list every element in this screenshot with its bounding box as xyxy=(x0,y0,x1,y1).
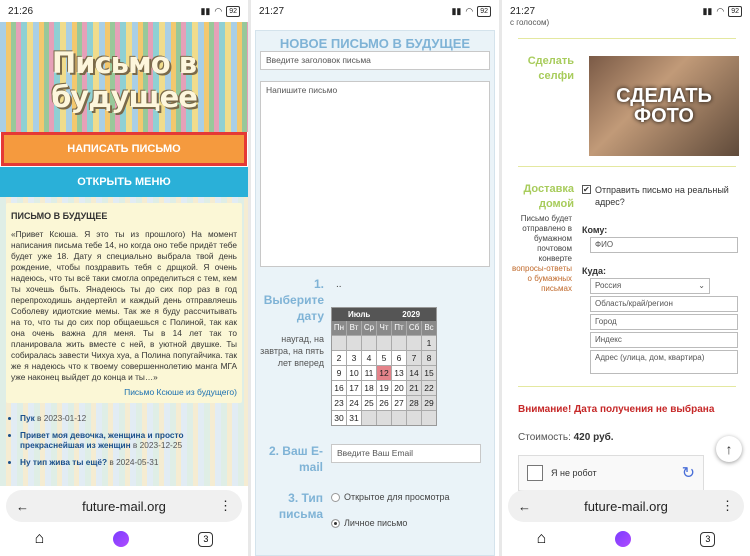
delivery-option[interactable] xyxy=(582,184,732,208)
calendar-day[interactable]: 22 xyxy=(422,381,436,395)
back-arrow-icon[interactable]: ← xyxy=(16,498,29,514)
recent-date: в 2023-12-25 xyxy=(130,440,183,450)
calendar-empty-cell xyxy=(407,336,421,350)
letter-body-textarea[interactable]: Напишите письмо xyxy=(260,81,490,267)
status-icons xyxy=(200,6,240,17)
calendar-grid xyxy=(332,321,436,425)
screen-new-letter xyxy=(251,0,499,556)
screen-home xyxy=(0,0,248,556)
to-label: Кому: xyxy=(582,225,608,235)
status-icons xyxy=(702,6,742,17)
step2-label: 2. Ваш E-mail xyxy=(268,444,323,474)
calendar-empty-cell xyxy=(422,411,436,425)
city-input[interactable]: Город xyxy=(590,314,738,330)
cost-value: 420 руб. xyxy=(573,432,614,443)
calendar-weekday: Ср xyxy=(362,321,376,335)
signal-icon: ▮▮ xyxy=(200,5,211,16)
calendar-day[interactable]: 17 xyxy=(347,381,361,395)
calendar-day[interactable]: 20 xyxy=(392,381,406,395)
url-text[interactable]: future-mail.org xyxy=(82,498,166,514)
calendar-weekday: Сб xyxy=(407,321,421,335)
date-dots: .. xyxy=(336,279,342,290)
country-value: Россия xyxy=(595,281,622,290)
home-icon[interactable]: ⌂ xyxy=(536,530,547,547)
list-item[interactable] xyxy=(20,413,242,424)
calendar-day[interactable]: 18 xyxy=(362,381,376,395)
calendar-day[interactable]: 8 xyxy=(422,351,436,365)
back-arrow-icon[interactable]: ← xyxy=(518,498,531,514)
calendar-day[interactable]: 23 xyxy=(332,396,346,410)
calendar-header xyxy=(332,308,436,321)
recaptcha-icon: ↻ xyxy=(681,465,695,482)
wifi-icon: ◠ xyxy=(716,5,725,16)
url-text[interactable]: future-mail.org xyxy=(584,498,668,514)
wifi-icon: ◠ xyxy=(465,5,474,16)
status-time: 21:27 xyxy=(259,5,285,17)
banner-title: Письмо в будущее xyxy=(51,46,197,114)
status-time: 21:27 xyxy=(510,5,536,17)
battery-icon: 92 xyxy=(226,6,240,17)
screen-delivery xyxy=(502,0,750,556)
calendar-empty-cell xyxy=(392,336,406,350)
calendar-empty-cell xyxy=(332,336,346,350)
calendar-day[interactable]: 26 xyxy=(377,396,391,410)
bottom-nav xyxy=(502,522,750,556)
calendar-empty-cell xyxy=(377,336,391,350)
calendar-day[interactable]: 4 xyxy=(362,351,376,365)
calendar-empty-cell xyxy=(362,336,376,350)
date-warning: Внимание! Дата получения не выбрана xyxy=(518,404,715,415)
letter-text: «Привет Ксюша. Я это ты из прошлого) На момент написания письма тебе 14, но когда оно тебе придёт тебе будет уже 18. Дату я специально выбрала твой день рождение, чтобы поздравить тебя с дрщкой. Я очень надеюсь, что ты всё таки смогла определиться с тем, кем ты хочешь быть. Янадеюсь ты до сих пор раз в год перепроходишь андертейл и каждый день отправляешь Соболеву идиотские мемы. Так же я буду рассчитывать на то, что ты до сих пор общаешься с Полиной, так как она очень важна для меня. Ты в 14 лет так то планировала жить вместе с ней, в уютной двушке. Ты собиралась завести Чихуа хуа, а Полина попугайчика. так же я надеюсь что к твоему совершеннолетию манга МГА уже наконец выйдет до конца и ты…» xyxy=(11,229,237,382)
recent-letters-list xyxy=(6,413,242,467)
section-title: ПИСЬМО В БУДУЩЕЕ xyxy=(11,211,108,221)
calendar-day[interactable]: 24 xyxy=(347,396,361,410)
recent-title[interactable]: Пук xyxy=(20,413,35,423)
calendar-day[interactable]: 3 xyxy=(347,351,361,365)
step1-label: 1. Выберите дату xyxy=(263,277,324,323)
calendar-year[interactable]: 2029 xyxy=(402,310,421,319)
recent-title[interactable]: Привет моя девочка, женщина и просто прекраснейшая из женщин xyxy=(20,429,184,450)
tabs-count[interactable]: 3 xyxy=(700,532,715,547)
new-letter-form xyxy=(255,30,495,556)
divider xyxy=(518,386,736,387)
more-vert-icon[interactable]: ⋮ xyxy=(219,498,232,513)
content-area xyxy=(0,197,248,486)
calendar-day[interactable]: 5 xyxy=(377,351,391,365)
captcha-widget[interactable] xyxy=(518,455,704,491)
subject-input[interactable]: Введите заголовок письма xyxy=(260,51,490,70)
calendar-day[interactable]: 15 xyxy=(422,366,436,380)
step1-note: наугад, на завтра, на пять лет вперед xyxy=(260,334,324,368)
signal-icon: ▮▮ xyxy=(702,5,713,16)
calendar-day[interactable]: 13 xyxy=(392,366,406,380)
bottom-nav xyxy=(0,522,248,556)
calendar-day[interactable]: 29 xyxy=(422,396,436,410)
selfie-button-label: СДЕЛАТЬ ФОТО xyxy=(616,85,712,127)
scroll-top-button[interactable] xyxy=(716,436,742,462)
battery-icon: 92 xyxy=(477,6,491,17)
delivery-content xyxy=(510,18,750,486)
home-icon[interactable]: ⌂ xyxy=(34,530,45,547)
letter-link[interactable]: Письмо Ксюше из будущего) xyxy=(124,387,237,397)
address-bar[interactable] xyxy=(6,490,242,522)
radio-private[interactable] xyxy=(331,518,407,528)
delivery-checkbox-label: Отправить письмо на реальный адрес? xyxy=(595,185,729,207)
arrow-up-icon: ↑ xyxy=(725,441,733,457)
calendar-weekday: Пт xyxy=(392,321,406,335)
status-icons xyxy=(451,6,491,17)
email-input[interactable]: Введите Ваш Email xyxy=(331,444,481,463)
radio-button[interactable] xyxy=(331,493,340,502)
calendar-day[interactable]: 7 xyxy=(407,351,421,365)
country-select[interactable] xyxy=(590,278,710,294)
calendar-day[interactable]: 11 xyxy=(362,366,376,380)
calendar-empty-cell xyxy=(407,411,421,425)
alice-icon[interactable] xyxy=(113,531,129,547)
calendar-weekday: Вс xyxy=(422,321,436,335)
calendar-day[interactable]: 16 xyxy=(332,381,346,395)
recent-title[interactable]: Ну тип жива ты ещё? xyxy=(20,456,108,467)
radio-button[interactable] xyxy=(331,519,340,528)
cost-text xyxy=(518,432,614,443)
calendar-day[interactable]: 1 xyxy=(422,336,436,350)
calendar-day[interactable]: 2 xyxy=(332,351,346,365)
status-time: 21:26 xyxy=(8,5,34,17)
alice-icon[interactable] xyxy=(615,531,631,547)
list-item[interactable] xyxy=(20,457,242,468)
chevron-down-icon: ⌄ xyxy=(698,281,705,290)
divider xyxy=(518,166,736,167)
calendar-day[interactable]: 6 xyxy=(392,351,406,365)
list-item[interactable] xyxy=(20,430,242,451)
calendar-weekday: Чт xyxy=(377,321,391,335)
status-bar xyxy=(0,0,248,22)
calendar-day[interactable]: 10 xyxy=(347,366,361,380)
more-vert-icon[interactable]: ⋮ xyxy=(721,498,734,513)
wifi-icon: ◠ xyxy=(214,5,223,16)
delivery-label: Доставка домой xyxy=(523,183,574,210)
calendar-day[interactable]: 14 xyxy=(407,366,421,380)
calendar-empty-cell xyxy=(362,411,376,425)
calendar-day[interactable]: 30 xyxy=(332,411,346,425)
radio-open-label: Открытое для просмотра xyxy=(344,492,450,502)
address-input[interactable]: Адрес (улица, дом, квартира) xyxy=(590,350,738,374)
calendar-day[interactable]: 27 xyxy=(392,396,406,410)
recent-date: в 2024-05-31 xyxy=(107,456,159,467)
site-banner xyxy=(0,22,248,132)
status-bar xyxy=(251,0,499,22)
top-text: с голосом) xyxy=(510,18,550,27)
selfie-label: Сделать селфи xyxy=(527,55,574,82)
calendar-day[interactable]: 19 xyxy=(377,381,391,395)
name-input[interactable]: ФИО xyxy=(590,237,738,253)
where-label: Куда: xyxy=(582,266,606,276)
calendar-day[interactable]: 31 xyxy=(347,411,361,425)
captcha-label: Я не робот xyxy=(551,468,597,478)
selfie-button[interactable] xyxy=(589,56,739,156)
write-letter-button[interactable]: НАПИСАТЬ ПИСЬМО xyxy=(1,132,247,166)
radio-private-label: Личное письмо xyxy=(344,518,408,528)
calendar-month[interactable]: Июль xyxy=(347,310,371,319)
cost-label: Стоимость: xyxy=(518,432,574,443)
calendar-weekday: Вт xyxy=(347,321,361,335)
divider xyxy=(518,38,736,39)
open-menu-button[interactable]: ОТКРЫТЬ МЕНЮ xyxy=(0,167,248,197)
delivery-note: Письмо будет отправлено в бумажном почтовом конверте xyxy=(520,214,572,263)
calendar-empty-cell xyxy=(392,411,406,425)
signal-icon: ▮▮ xyxy=(451,5,462,16)
zip-input[interactable]: Индекс xyxy=(590,332,738,348)
calendar-day[interactable]: 9 xyxy=(332,366,346,380)
radio-open[interactable] xyxy=(331,492,449,502)
letter-card xyxy=(6,203,242,403)
tabs-count[interactable]: 3 xyxy=(198,532,213,547)
region-input[interactable]: Область/край/регион xyxy=(590,296,738,312)
address-bar[interactable] xyxy=(508,490,744,522)
calendar-day[interactable]: 12 xyxy=(377,366,391,380)
calendar[interactable] xyxy=(331,307,437,426)
calendar-day[interactable]: 28 xyxy=(407,396,421,410)
calendar-day[interactable]: 21 xyxy=(407,381,421,395)
recent-date: в 2023-01-12 xyxy=(34,413,87,423)
checkbox-checked-icon[interactable]: ✔ xyxy=(583,185,590,194)
calendar-empty-cell xyxy=(377,411,391,425)
captcha-checkbox[interactable] xyxy=(527,465,543,481)
form-title: НОВОЕ ПИСЬМО В БУДУЩЕЕ xyxy=(279,36,471,51)
calendar-empty-cell xyxy=(347,336,361,350)
battery-icon: 92 xyxy=(728,6,742,17)
step3-label: 3. Тип письма xyxy=(278,491,323,521)
calendar-weekday: Пн xyxy=(332,321,346,335)
delivery-faq-link[interactable]: вопросы-ответы о бумажных письмах xyxy=(512,264,572,293)
calendar-day[interactable]: 25 xyxy=(362,396,376,410)
